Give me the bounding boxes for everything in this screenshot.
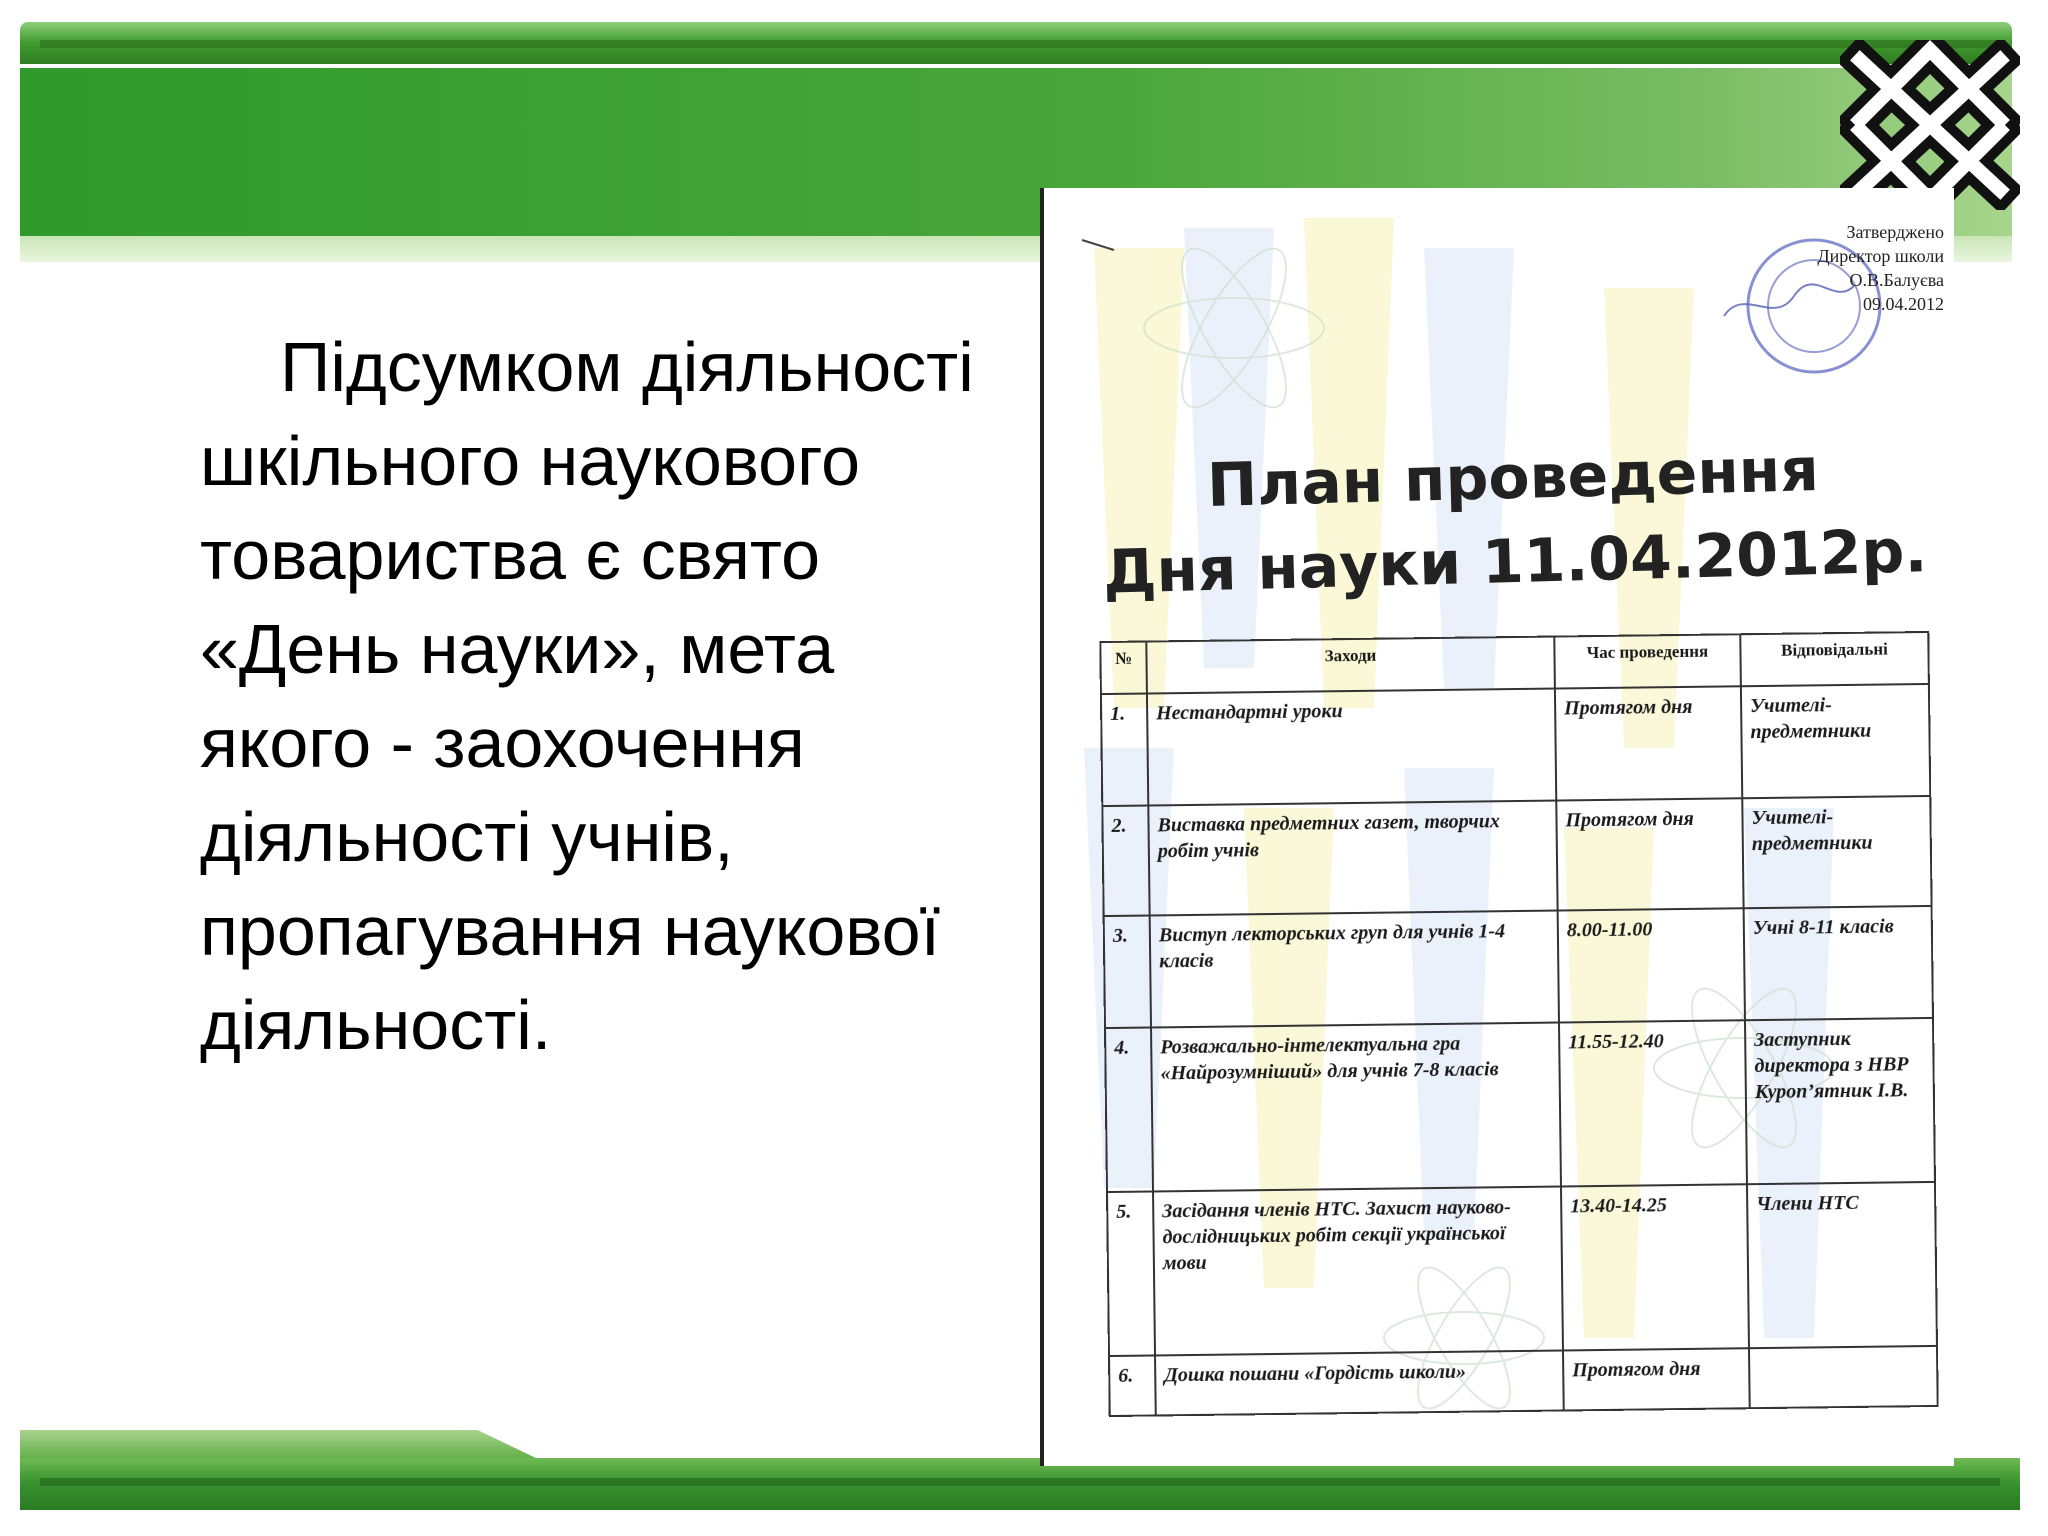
row-time: Протягом дня (1563, 1348, 1750, 1410)
row-number: 4. (1105, 1027, 1153, 1192)
knot-logo-icon (1840, 40, 2020, 210)
document-title-line-1: План проведення (1206, 435, 1820, 522)
row-event: Нестандартні уроки (1147, 689, 1556, 806)
table-row (1107, 1182, 1937, 1356)
table-row (1104, 906, 1933, 1028)
row-responsible: Учителі-предметники (1741, 684, 1930, 798)
row-time: Протягом дня (1555, 686, 1742, 800)
bottom-band-line (40, 1478, 2000, 1486)
row-responsible: Заступник директора з НВР Куроп’ятник І.В. (1745, 1018, 1935, 1184)
row-responsible (1749, 1346, 1938, 1408)
table-row (1101, 684, 1930, 806)
approval-block (1714, 220, 1944, 316)
approval-line-1: Затверджено (1846, 222, 1944, 242)
row-responsible: Учні 8-11 класів (1744, 906, 1933, 1020)
approval-line-3: О.В.Балуєва (1849, 270, 1944, 290)
row-number: 6. (1109, 1355, 1156, 1416)
table-row (1109, 1346, 1938, 1416)
row-responsible: Учителі-предметники (1742, 796, 1931, 908)
row-responsible: Члени НТС (1747, 1182, 1937, 1348)
body-text-content: Підсумком діяльності шкільного наукового товариства є свято «День науки», мета якого - заохочення діяльності учнів, пропагування наукової діяльності. (200, 328, 974, 1064)
approval-line-2: Директор школи (1817, 246, 1944, 266)
row-time: 8.00-11.00 (1558, 908, 1745, 1022)
scanned-document (1040, 188, 1954, 1466)
row-event: Виступ лекторських груп для учнів 1-4 класів (1150, 911, 1559, 1028)
header-time: Час проведення (1554, 634, 1741, 688)
row-event: Засідання членів НТС. Захист науково-дослідницьких робіт секції української мови (1153, 1186, 1563, 1355)
document-title-line-2: Дня науки 11.04.2012р. (1102, 516, 1929, 608)
bottom-band-tab (20, 1430, 540, 1460)
row-event: Розважально-інтелектуальна гра «Найрозумніший» для учнів 7-8 класів (1151, 1023, 1561, 1192)
header-events: Заходи (1146, 637, 1555, 694)
top-band-line (40, 40, 2000, 48)
row-time: 13.40-14.25 (1561, 1184, 1749, 1350)
row-number: 5. (1107, 1191, 1155, 1356)
slide-body-text (200, 320, 1020, 1072)
row-number: 3. (1104, 916, 1151, 1029)
header-number: № (1100, 642, 1147, 695)
row-event: Виставка предметних газет, творчих робіт учнів (1148, 801, 1557, 916)
row-event: Дошка пошани «Гордість школи» (1155, 1350, 1564, 1415)
table-row (1102, 796, 1931, 916)
document-title (1082, 425, 1946, 615)
table-row (1105, 1018, 1935, 1192)
row-number: 1. (1101, 694, 1148, 807)
plan-table (1099, 631, 1938, 1417)
header-responsible: Відповідальні (1740, 632, 1929, 686)
row-time: Протягом дня (1556, 798, 1743, 910)
row-number: 2. (1102, 806, 1149, 917)
row-time: 11.55-12.40 (1559, 1020, 1747, 1186)
approval-line-4: 09.04.2012 (1863, 294, 1944, 314)
